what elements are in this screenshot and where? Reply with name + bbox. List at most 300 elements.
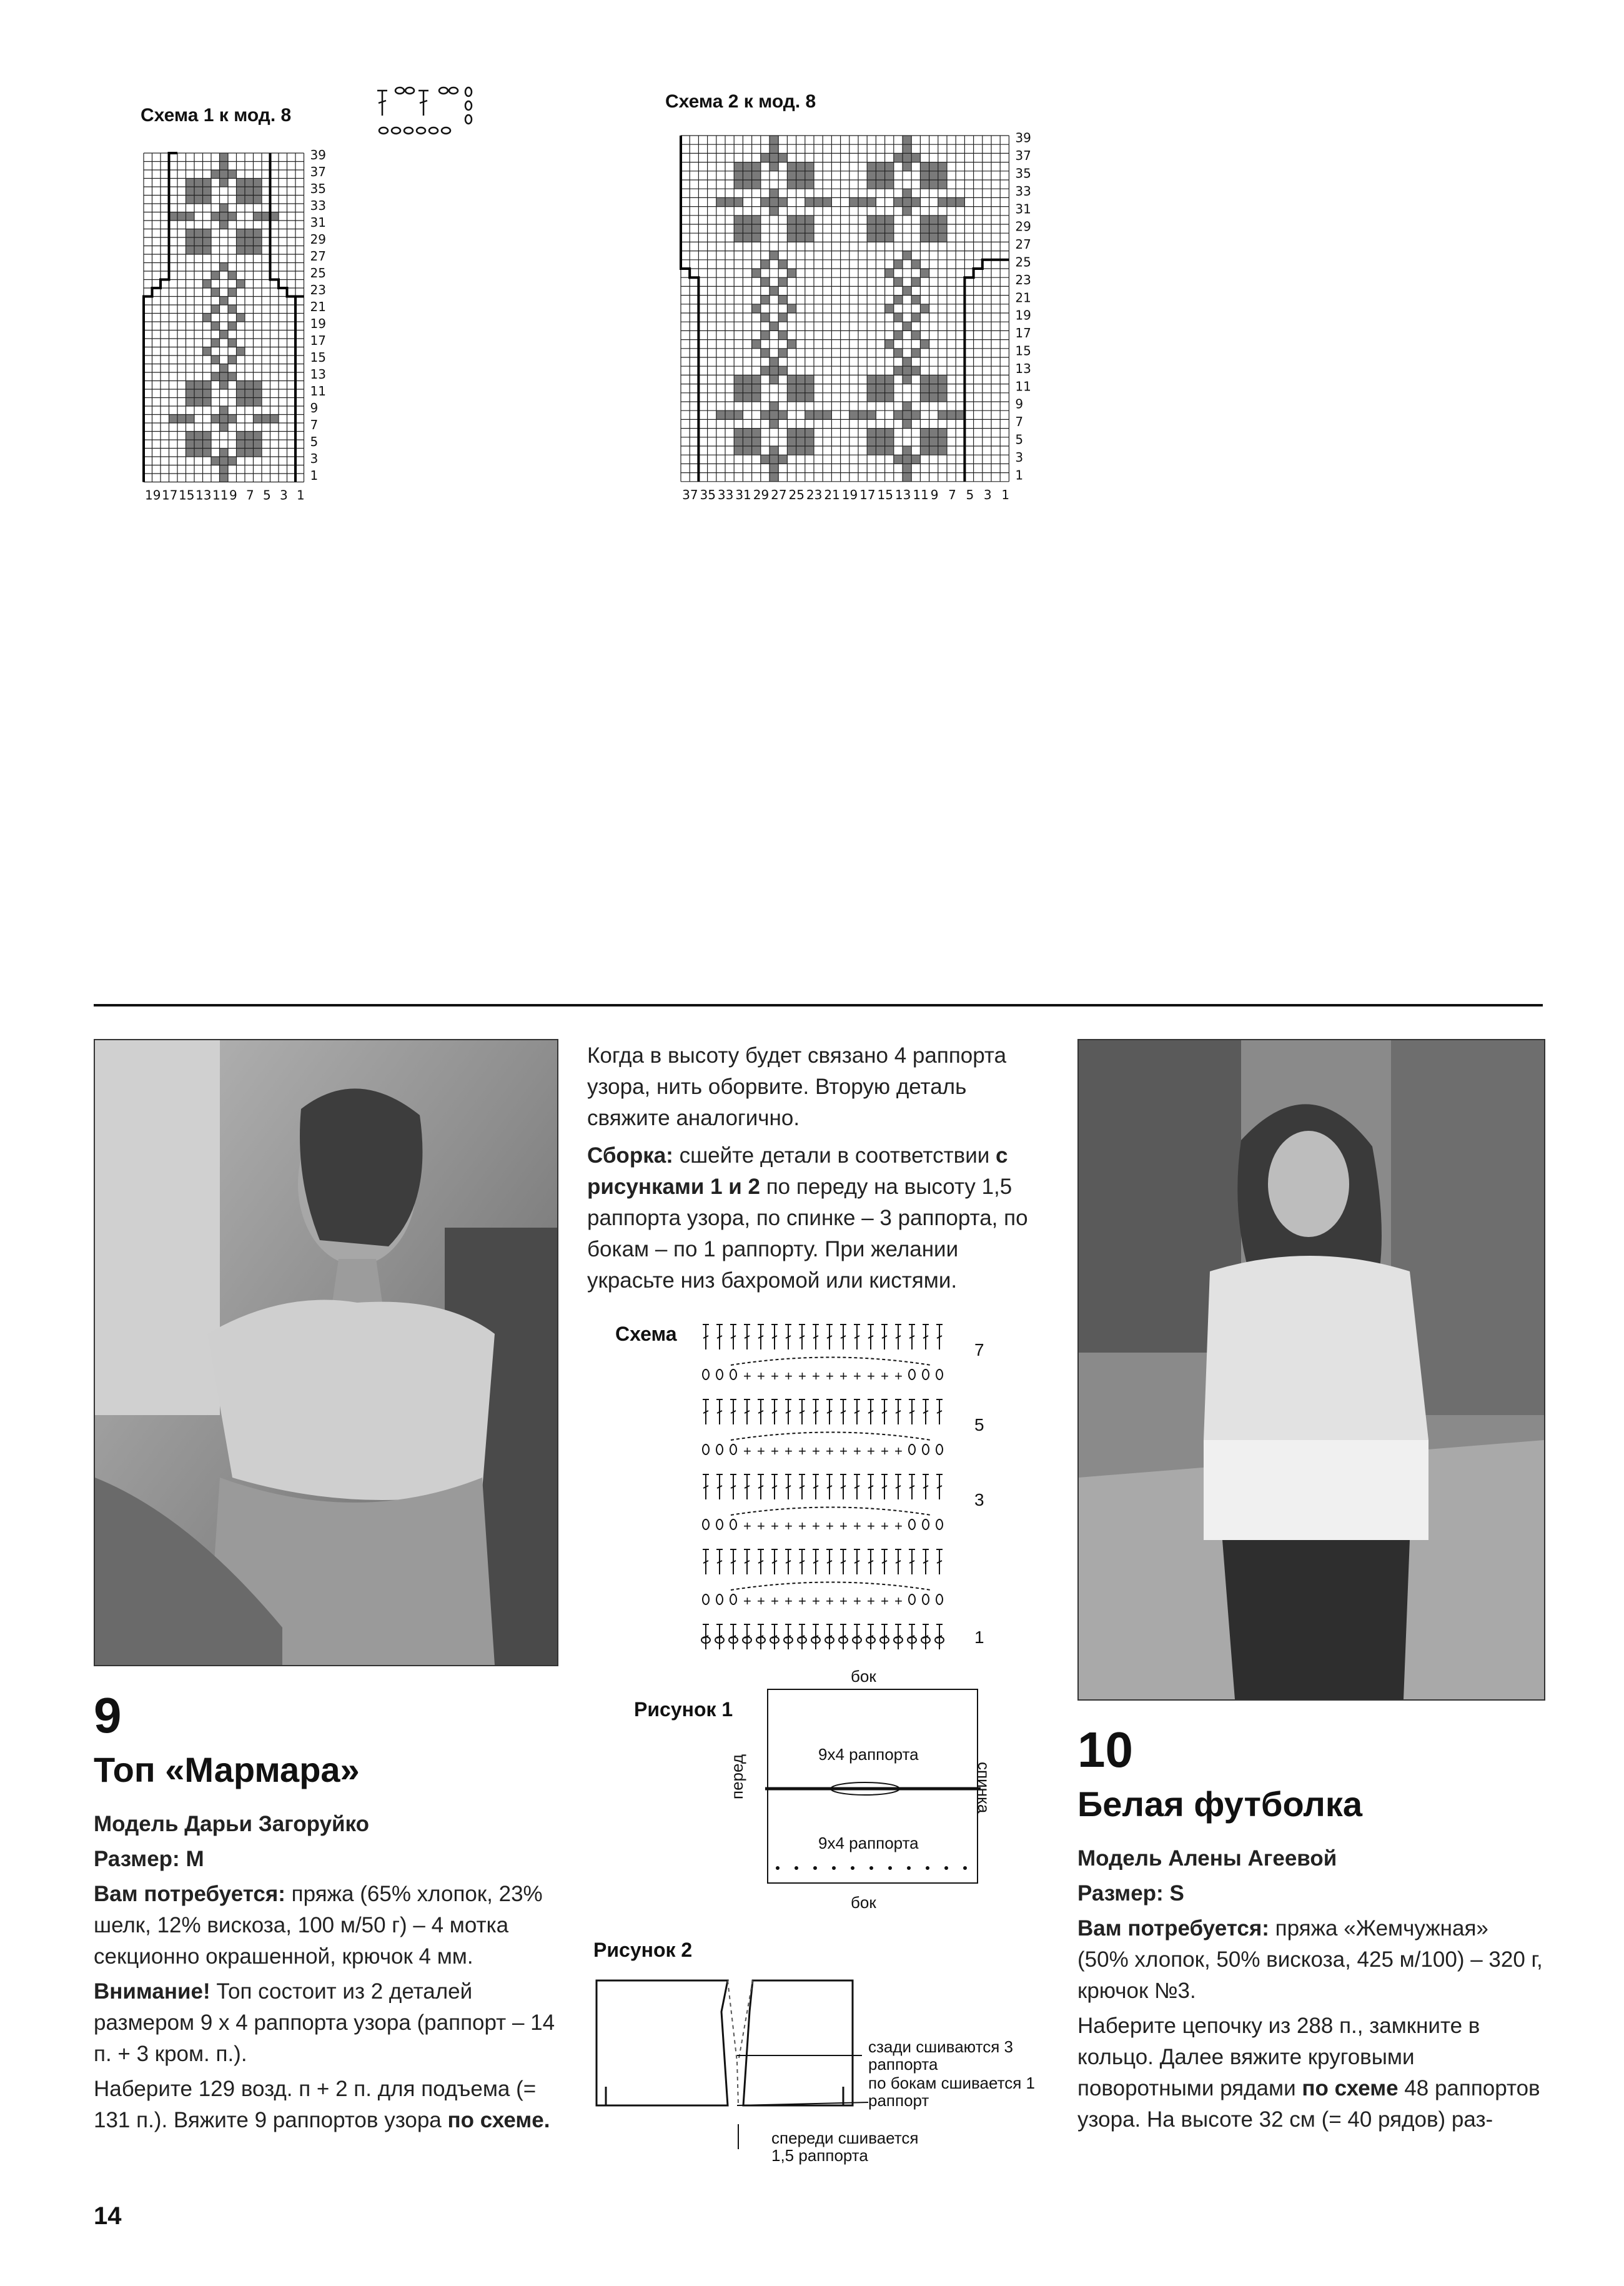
chart-filled-cell bbox=[956, 410, 964, 419]
model9-continuation bbox=[587, 1040, 1049, 1296]
chart-filled-cell bbox=[761, 349, 770, 357]
crochet-stitch-symbol bbox=[923, 1444, 929, 1454]
crochet-stitch-symbol bbox=[936, 1519, 943, 1529]
svg-text:+: + bbox=[853, 1368, 861, 1384]
chart-filled-cell bbox=[805, 446, 814, 455]
chart-filled-cell bbox=[716, 410, 725, 419]
chart-filled-cell bbox=[894, 349, 903, 357]
chart-filled-cell bbox=[245, 229, 254, 238]
crochet-stitch-symbol bbox=[799, 1324, 805, 1349]
chart-filled-cell bbox=[778, 410, 787, 419]
column-number-label: 3 bbox=[280, 487, 288, 503]
chart-filled-cell bbox=[186, 212, 195, 221]
chart-filled-cell bbox=[211, 457, 220, 465]
chart-filled-cell bbox=[805, 180, 814, 189]
crochet-stitch-symbol bbox=[881, 1474, 888, 1499]
row-number-label: 27 bbox=[1015, 237, 1031, 252]
chart-filled-cell bbox=[203, 196, 212, 204]
row-number-label: 39 bbox=[310, 147, 326, 163]
chart-filled-cell bbox=[885, 233, 894, 242]
crochet-stitch-symbol bbox=[936, 1474, 943, 1499]
chart-filled-cell bbox=[761, 153, 770, 162]
chart-filled-cell bbox=[194, 381, 203, 390]
chart-filled-cell bbox=[254, 187, 262, 196]
chart-filled-cell bbox=[186, 246, 195, 255]
chart-filled-cell bbox=[220, 330, 229, 339]
chart-filled-cell bbox=[876, 224, 884, 233]
row-number-label: 25 bbox=[310, 266, 326, 281]
column-number-label: 25 bbox=[788, 487, 805, 502]
model10-cast-text2: 48 раппортов узора. На высоте 32 см (= 40 рядов) раз- bbox=[1077, 2076, 1540, 2132]
figure1-label: Рисунок 1 bbox=[634, 1698, 733, 1721]
chart-filled-cell bbox=[938, 375, 947, 384]
chart-filled-cell bbox=[177, 212, 186, 221]
svg-text:+: + bbox=[867, 1518, 875, 1534]
chart-filled-cell bbox=[770, 286, 778, 295]
crochet-stitch-symbol bbox=[730, 1549, 736, 1574]
chart-filled-cell bbox=[938, 393, 947, 402]
chart-filled-cell bbox=[787, 429, 796, 437]
chart-filled-cell bbox=[743, 233, 751, 242]
chart-filled-cell bbox=[211, 322, 220, 330]
chart-filled-cell bbox=[867, 216, 876, 224]
column-number-label: 15 bbox=[877, 487, 893, 502]
chart-filled-cell bbox=[220, 406, 229, 415]
chart-filled-cell bbox=[876, 393, 884, 402]
column-number-label: 29 bbox=[753, 487, 770, 502]
chart-filled-cell bbox=[194, 237, 203, 246]
chart-filled-cell bbox=[237, 440, 245, 449]
crochet-stitch-symbol bbox=[785, 1443, 793, 1459]
chart-filled-cell bbox=[787, 340, 796, 349]
crochet-stitch-symbol bbox=[785, 1474, 791, 1499]
assembly-bold: с рисунками 1 и 2 bbox=[587, 1143, 1008, 1199]
chart-filled-cell bbox=[867, 446, 876, 455]
svg-text:+: + bbox=[785, 1443, 793, 1459]
crochet-stitch-symbol bbox=[730, 1369, 736, 1379]
chart-filled-cell bbox=[716, 197, 725, 206]
chart-filled-cell bbox=[245, 432, 254, 440]
crochet-stitch-symbol bbox=[867, 1593, 875, 1609]
chart-filled-cell bbox=[220, 465, 229, 474]
chart-filled-cell bbox=[237, 389, 245, 398]
crochet-stitch-symbol bbox=[744, 1549, 750, 1574]
chart-filled-cell bbox=[849, 197, 858, 206]
figure1-top-label: бок bbox=[851, 1667, 876, 1686]
chart-filled-cell bbox=[805, 233, 814, 242]
column-number-label: 13 bbox=[894, 487, 911, 502]
chart-filled-cell bbox=[938, 233, 947, 242]
chart-filled-cell bbox=[805, 216, 814, 224]
crochet-stitch-symbol bbox=[730, 1444, 736, 1454]
model9-title: Топ «Мармара» bbox=[94, 1750, 360, 1789]
crochet-stitch-symbol bbox=[923, 1549, 929, 1574]
model9-author: Модель Дарьи Загоруйко bbox=[94, 1812, 369, 1836]
chart-filled-cell bbox=[761, 296, 770, 304]
chart-filled-cell bbox=[956, 197, 964, 206]
column-number-label: 7 bbox=[246, 487, 254, 503]
crochet-stitch-symbol bbox=[798, 1518, 806, 1534]
model9-needs bbox=[94, 1879, 559, 1972]
svg-text:+: + bbox=[743, 1368, 751, 1384]
chart-filled-cell bbox=[894, 455, 903, 464]
chart-filled-cell bbox=[186, 432, 195, 440]
chart-filled-cell bbox=[752, 233, 761, 242]
crochet-stitch-symbol bbox=[799, 1549, 805, 1574]
chart-filled-cell bbox=[796, 171, 805, 180]
chart-filled-cell bbox=[752, 304, 761, 313]
model10-needs bbox=[1077, 1913, 1543, 2007]
crochet-stitch-symbol bbox=[839, 1368, 848, 1384]
chart-filled-cell bbox=[211, 355, 220, 364]
chart-filled-cell bbox=[867, 162, 876, 171]
crochet-stitch-symbol bbox=[813, 1324, 819, 1349]
chart-filled-cell bbox=[787, 269, 796, 277]
chart-filled-cell bbox=[211, 415, 220, 424]
chart-filled-cell bbox=[903, 366, 911, 375]
chart-filled-cell bbox=[254, 415, 262, 424]
chart-filled-cell bbox=[787, 437, 796, 446]
chart-filled-cell bbox=[203, 237, 212, 246]
chart-filled-cell bbox=[761, 410, 770, 419]
row-number-label: 23 bbox=[1015, 272, 1031, 287]
chart-filled-cell bbox=[770, 144, 778, 153]
row-number-label: 1 bbox=[1015, 467, 1024, 483]
chart-filled-cell bbox=[938, 224, 947, 233]
crochet-stitch-symbol bbox=[839, 1518, 848, 1534]
chart-filled-cell bbox=[885, 180, 894, 189]
chart-filled-cell bbox=[770, 322, 778, 330]
column-number-label: 31 bbox=[735, 487, 751, 502]
row-number-label: 29 bbox=[1015, 219, 1031, 234]
chart-filled-cell bbox=[770, 419, 778, 428]
chart-filled-cell bbox=[778, 153, 787, 162]
chart-filled-cell bbox=[228, 170, 237, 179]
crochet-stitch-symbol bbox=[909, 1594, 915, 1604]
crochet-stitch-symbol bbox=[716, 1474, 723, 1499]
crochet-stitch-symbol bbox=[895, 1549, 901, 1574]
chart-filled-cell bbox=[885, 269, 894, 277]
chart-filled-cell bbox=[867, 197, 876, 206]
model9-attention-label: Внимание! bbox=[94, 1979, 210, 2004]
chart-filled-cell bbox=[770, 251, 778, 260]
chart-filled-cell bbox=[778, 366, 787, 375]
crochet-stitch-symbol bbox=[716, 1549, 723, 1574]
chart-filled-cell bbox=[270, 415, 279, 424]
row-number-label: 25 bbox=[1015, 254, 1031, 270]
chart-filled-cell bbox=[270, 212, 279, 221]
chart-filled-cell bbox=[734, 437, 743, 446]
chart-filled-cell bbox=[743, 429, 751, 437]
chart-filled-cell bbox=[770, 207, 778, 216]
chart-filled-cell bbox=[752, 384, 761, 393]
chart-filled-cell bbox=[929, 216, 938, 224]
chart-filled-cell bbox=[823, 410, 831, 419]
row-number-label: 27 bbox=[310, 249, 326, 264]
chart-filled-cell bbox=[876, 162, 884, 171]
chart-filled-cell bbox=[929, 171, 938, 180]
chart-filled-cell bbox=[211, 271, 220, 280]
chart-filled-cell bbox=[938, 429, 947, 437]
chart-filled-cell bbox=[867, 384, 876, 393]
svg-text:+: + bbox=[867, 1593, 875, 1609]
chart-filled-cell bbox=[220, 170, 229, 179]
crochet-stitch-symbol bbox=[839, 1593, 848, 1609]
chart-filled-cell bbox=[761, 313, 770, 322]
chart-filled-cell bbox=[920, 224, 929, 233]
chart-filled-cell bbox=[947, 197, 956, 206]
chart-filled-cell bbox=[186, 237, 195, 246]
chart-filled-cell bbox=[876, 437, 884, 446]
crochet-stitch-symbol bbox=[895, 1474, 901, 1499]
chart-filled-cell bbox=[920, 269, 929, 277]
chart-filled-cell bbox=[245, 449, 254, 457]
chart-filled-cell bbox=[867, 171, 876, 180]
chart-filled-cell bbox=[743, 437, 751, 446]
crochet-stitch-symbol bbox=[840, 1549, 846, 1574]
chart-filled-cell bbox=[743, 384, 751, 393]
crochet-stitch-symbol bbox=[798, 1368, 806, 1384]
crochet-stitch-symbol bbox=[812, 1518, 820, 1534]
crochet-stitch-symbol bbox=[895, 1324, 901, 1349]
chart-filled-cell bbox=[194, 229, 203, 238]
svg-text:+: + bbox=[798, 1518, 806, 1534]
chart-filled-cell bbox=[920, 437, 929, 446]
chart-filled-cell bbox=[220, 162, 229, 171]
chart-filled-cell bbox=[929, 162, 938, 171]
row-number-label: 29 bbox=[310, 232, 326, 247]
chart-filled-cell bbox=[796, 437, 805, 446]
chart-filled-cell bbox=[885, 340, 894, 349]
chart-filled-cell bbox=[220, 364, 229, 373]
svg-text:+: + bbox=[812, 1593, 820, 1609]
crochet-stitch-symbol bbox=[757, 1443, 765, 1459]
chart-filled-cell bbox=[876, 216, 884, 224]
svg-text:+: + bbox=[894, 1368, 903, 1384]
crochet-stitch-symbol bbox=[881, 1549, 888, 1574]
chart-filled-cell bbox=[778, 455, 787, 464]
chart-filled-cell bbox=[885, 216, 894, 224]
chart-filled-cell bbox=[903, 251, 911, 260]
model10-cast bbox=[1077, 2010, 1543, 2135]
model10-number: 10 bbox=[1077, 1722, 1133, 1777]
chart-filled-cell bbox=[796, 216, 805, 224]
model10-size bbox=[1077, 1878, 1543, 1909]
svg-text:+: + bbox=[839, 1593, 848, 1609]
chart-filled-cell bbox=[245, 381, 254, 390]
crochet-stitch-symbol bbox=[867, 1443, 875, 1459]
chart-filled-cell bbox=[903, 419, 911, 428]
crochet-stitch-symbol bbox=[826, 1549, 833, 1574]
crochet-stitch-symbol bbox=[703, 1444, 709, 1454]
chart-filled-cell bbox=[254, 432, 262, 440]
model9-photo bbox=[94, 1039, 558, 1666]
crochet-stitch-symbol bbox=[743, 1518, 751, 1534]
figure1-upper-text: 9x4 раппорта bbox=[818, 1745, 919, 1764]
chart-filled-cell bbox=[903, 410, 911, 419]
crochet-chain-arc bbox=[731, 1508, 931, 1516]
chart-filled-cell bbox=[734, 224, 743, 233]
chart-filled-cell bbox=[203, 179, 212, 187]
crochet-stitch-symbol bbox=[799, 1474, 805, 1499]
column-number-label: 9 bbox=[229, 487, 237, 503]
chart-filled-cell bbox=[186, 229, 195, 238]
chart-filled-cell bbox=[245, 389, 254, 398]
row-number-label: 17 bbox=[310, 333, 326, 349]
svg-text:+: + bbox=[757, 1368, 765, 1384]
crochet-stitch-symbol bbox=[771, 1399, 778, 1424]
crochet-stitch-symbol bbox=[868, 1399, 874, 1424]
assembly-paragraph bbox=[587, 1140, 1049, 1296]
chart-filled-cell bbox=[885, 384, 894, 393]
crochet-stitch-symbol bbox=[785, 1368, 793, 1384]
chart-filled-cell bbox=[228, 355, 237, 364]
svg-text:+: + bbox=[757, 1518, 765, 1534]
model9-attention-text: Топ состоит из 2 деталей размером 9 х 4 раппорта узора (раппорт – 14 п. + 3 кром. п.). bbox=[94, 1979, 555, 2066]
crochet-stitch-symbol bbox=[839, 1443, 848, 1459]
chart-filled-cell bbox=[228, 288, 237, 297]
crochet-stitch-symbol bbox=[813, 1474, 819, 1499]
chart-filled-cell bbox=[752, 162, 761, 171]
chart-filled-cell bbox=[177, 415, 186, 424]
chart-filled-cell bbox=[911, 153, 920, 162]
crochet-chain-arc bbox=[731, 1583, 931, 1591]
model10-cast-bold: по схеме bbox=[1302, 2076, 1399, 2100]
model10-author: Модель Алены Агеевой bbox=[1077, 1846, 1337, 1871]
chart-filled-cell bbox=[911, 455, 920, 464]
chart-filled-cell bbox=[867, 180, 876, 189]
crochet-stitch-symbol bbox=[771, 1474, 778, 1499]
chart-filled-cell bbox=[947, 410, 956, 419]
chart-filled-cell bbox=[734, 233, 743, 242]
chart-filled-cell bbox=[787, 393, 796, 402]
chart-filled-cell bbox=[220, 423, 229, 432]
chart-filled-cell bbox=[929, 429, 938, 437]
chart-filled-cell bbox=[245, 440, 254, 449]
chart-filled-cell bbox=[805, 171, 814, 180]
crochet-stitch-symbol bbox=[868, 1474, 874, 1499]
chart-filled-cell bbox=[805, 429, 814, 437]
chart-filled-cell bbox=[885, 304, 894, 313]
chart-filled-cell bbox=[770, 375, 778, 384]
chart-filled-cell bbox=[894, 153, 903, 162]
chart-filled-cell bbox=[778, 313, 787, 322]
svg-text:+: + bbox=[798, 1443, 806, 1459]
model10-title: Белая футболка bbox=[1077, 1784, 1363, 1824]
column-number-label: 15 bbox=[179, 487, 195, 503]
crochet-stitch-symbol bbox=[923, 1399, 929, 1424]
svg-text:+: + bbox=[894, 1593, 903, 1609]
row-number-label: 37 bbox=[310, 164, 326, 180]
chart-filled-cell bbox=[876, 233, 884, 242]
svg-text:+: + bbox=[853, 1443, 861, 1459]
chart-filled-cell bbox=[752, 446, 761, 455]
crochet-stitch-symbol bbox=[826, 1324, 833, 1349]
chart-filled-cell bbox=[867, 233, 876, 242]
crochet-stitch-symbol bbox=[854, 1474, 860, 1499]
chart-filled-cell bbox=[894, 197, 903, 206]
model10-needs-label: Вам потребуется: bbox=[1077, 1916, 1269, 1941]
chart-filled-cell bbox=[186, 449, 195, 457]
svg-text:+: + bbox=[798, 1368, 806, 1384]
crochet-stitch-symbol bbox=[812, 1593, 820, 1609]
row-number-label: 1 bbox=[310, 468, 319, 484]
chart-filled-cell bbox=[929, 224, 938, 233]
chart-filled-cell bbox=[911, 313, 920, 322]
chart-filled-cell bbox=[796, 446, 805, 455]
crochet-stitch-symbol bbox=[909, 1399, 915, 1424]
model9-size-label: Размер: bbox=[94, 1847, 180, 1871]
crochet-stitch-symbol bbox=[840, 1474, 846, 1499]
chart-filled-cell bbox=[186, 179, 195, 187]
crochet-stitch-symbol bbox=[798, 1443, 806, 1459]
chart-filled-cell bbox=[770, 189, 778, 197]
svg-text:+: + bbox=[771, 1368, 779, 1384]
crochet-stitch-symbol bbox=[826, 1443, 834, 1459]
chart-filled-cell bbox=[237, 398, 245, 407]
row-number-label: 3 bbox=[1015, 449, 1024, 465]
chart-filled-cell bbox=[814, 197, 823, 206]
svg-text:+: + bbox=[757, 1593, 765, 1609]
chart-filled-cell bbox=[186, 389, 195, 398]
chart-filled-cell bbox=[734, 429, 743, 437]
figure2-side-note: по бокам сшивается 1 раппорт bbox=[868, 2074, 1035, 2110]
chart-filled-cell bbox=[867, 437, 876, 446]
crochet-stitch-symbol bbox=[936, 1369, 943, 1379]
crochet-stitch-symbol bbox=[730, 1474, 736, 1499]
chart-filled-cell bbox=[903, 402, 911, 410]
crochet-stitch-symbol bbox=[716, 1369, 723, 1379]
chart-filled-cell bbox=[805, 197, 814, 206]
chart-filled-cell bbox=[796, 180, 805, 189]
chart-filled-cell bbox=[787, 384, 796, 393]
chart-filled-cell bbox=[237, 196, 245, 204]
chart-filled-cell bbox=[203, 381, 212, 390]
chart-filled-cell bbox=[254, 246, 262, 255]
chart-filled-cell bbox=[734, 446, 743, 455]
chart-filled-cell bbox=[920, 446, 929, 455]
chart-filled-cell bbox=[770, 464, 778, 472]
crochet-stitch-symbol bbox=[881, 1443, 889, 1459]
chart-filled-cell bbox=[938, 410, 947, 419]
crochet-stitch-symbol bbox=[840, 1399, 846, 1424]
crochet-stitch-symbol bbox=[867, 1518, 875, 1534]
row-number-label: 11 bbox=[1015, 379, 1031, 394]
chart-filled-cell bbox=[752, 269, 761, 277]
chart-filled-cell bbox=[938, 180, 947, 189]
chart-filled-cell bbox=[203, 187, 212, 196]
schema-row-number: 5 bbox=[974, 1415, 984, 1434]
column-number-label: 17 bbox=[859, 487, 876, 502]
figure2-label: Рисунок 2 bbox=[593, 1939, 693, 1961]
chart-filled-cell bbox=[245, 246, 254, 255]
svg-text:+: + bbox=[881, 1443, 889, 1459]
chart-filled-cell bbox=[254, 449, 262, 457]
chart-filled-cell bbox=[186, 196, 195, 204]
crochet-stitch-symbol bbox=[894, 1443, 903, 1459]
crochet-stitch-symbol bbox=[744, 1324, 750, 1349]
chart-filled-cell bbox=[778, 277, 787, 286]
chart-filled-cell bbox=[245, 196, 254, 204]
svg-text:+: + bbox=[785, 1368, 793, 1384]
figure2-front-note: спереди сшивается 1,5 раппорта bbox=[771, 2129, 919, 2165]
crochet-chain-arc bbox=[731, 1433, 931, 1441]
column-number-label: 27 bbox=[771, 487, 787, 502]
svg-text:+: + bbox=[771, 1593, 779, 1609]
crochet-stitch-symbol bbox=[730, 1519, 736, 1529]
chart-filled-cell bbox=[169, 415, 178, 424]
crochet-stitch-symbol bbox=[743, 1593, 751, 1609]
